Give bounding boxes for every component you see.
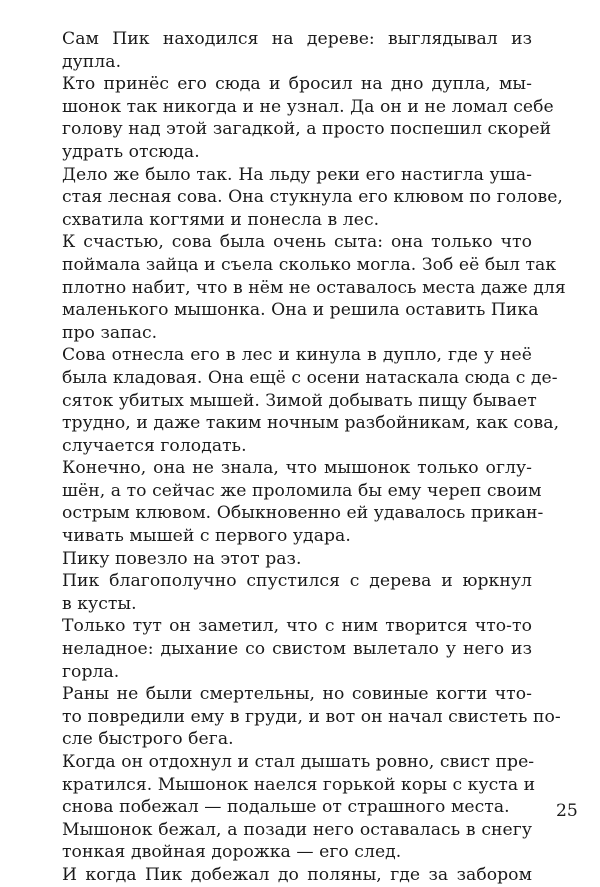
text-line: Раны не были смертельны, но совиные когти что-: [62, 684, 532, 705]
text-line: сяток убитых мышей. Зимой добывать пищу бывает: [62, 390, 537, 411]
text-line: трудно, и даже таким ночным разбойникам, как сова,: [62, 413, 560, 434]
text-line: кратился. Мышонок наелся горькой коры с куста и: [62, 774, 536, 795]
text-line: то повредили ему в груди, и вот он начал свистеть по-: [62, 706, 561, 727]
text-line: Конечно, она не знала, что мышонок только оглу-: [62, 458, 532, 479]
text-line: была кладовая. Она ещё с осени натаскала сюда с де-: [62, 367, 558, 388]
text-line: К счастью, сова была очень сыта: она только что: [62, 232, 532, 253]
text-line: Пику повезло на этот раз.: [62, 548, 302, 569]
text-line: Сам Пик находился на дереве: выглядывал из: [62, 29, 532, 49]
book-page-text: [62, 28, 566, 887]
text-line: плотно набит, что в нём не оставалось места даже для: [62, 277, 566, 298]
text-line: поймала зайца и съела сколько могла. Зоб её был так: [62, 254, 557, 275]
text-line: голову над этой загадкой, а просто поспешил скорей: [62, 119, 552, 140]
text-line: И когда Пик добежал до поляны, где за забором: [62, 864, 532, 885]
text-line: удрать отсюда.: [62, 141, 200, 162]
text-line: неладное: дыхание со свистом вылетало у него из: [62, 639, 532, 660]
text-line: в кусты.: [62, 593, 137, 614]
text-line: острым клювом. Обыкновенно ей удавалось прикан-: [62, 503, 544, 524]
text-line: сле быстрого бега.: [62, 729, 234, 750]
page-number: 25: [556, 801, 578, 821]
text-line: Сова отнесла его в лес и кинула в дупло, где у неё: [62, 345, 532, 366]
text-line: случается голодать.: [62, 435, 247, 456]
text-line: маленького мышонка. Она и решила оставить Пика: [62, 300, 539, 321]
text-line: шонок так никогда и не узнал. Да он и не ломал себе: [62, 96, 554, 117]
text-line: Дело же было так. На льду реки его настигла уша-: [62, 164, 532, 185]
text-line: Когда он отдохнул и стал дышать ровно, свист пре-: [62, 752, 535, 772]
text-line: горла.: [62, 661, 120, 682]
text-line: дупла.: [62, 51, 122, 72]
text-line: схватила когтями и понесла в лес.: [62, 209, 380, 230]
text-line: шён, а то сейчас же проломила бы ему череп своим: [62, 480, 542, 501]
text-line: Кто принёс его сюда и бросил на дно дупла, мы-: [62, 74, 532, 95]
text-line: снова побежал — подальше от страшного места.: [62, 797, 510, 818]
text-line: стая лесная сова. Она стукнула его клювом по голове,: [62, 187, 563, 208]
text-line: чивать мышей с первого удара.: [62, 526, 351, 547]
text-line: Пик благополучно спустился с дерева и юркнул: [62, 571, 532, 592]
text-line: про запас.: [62, 322, 158, 343]
text-line: Только тут он заметил, что с ним творится что-то: [62, 616, 532, 637]
text-line: тонкая двойная дорожка — его след.: [62, 842, 402, 863]
text-line: Мышонок бежал, а позади него оставалась в снегу: [62, 819, 532, 840]
